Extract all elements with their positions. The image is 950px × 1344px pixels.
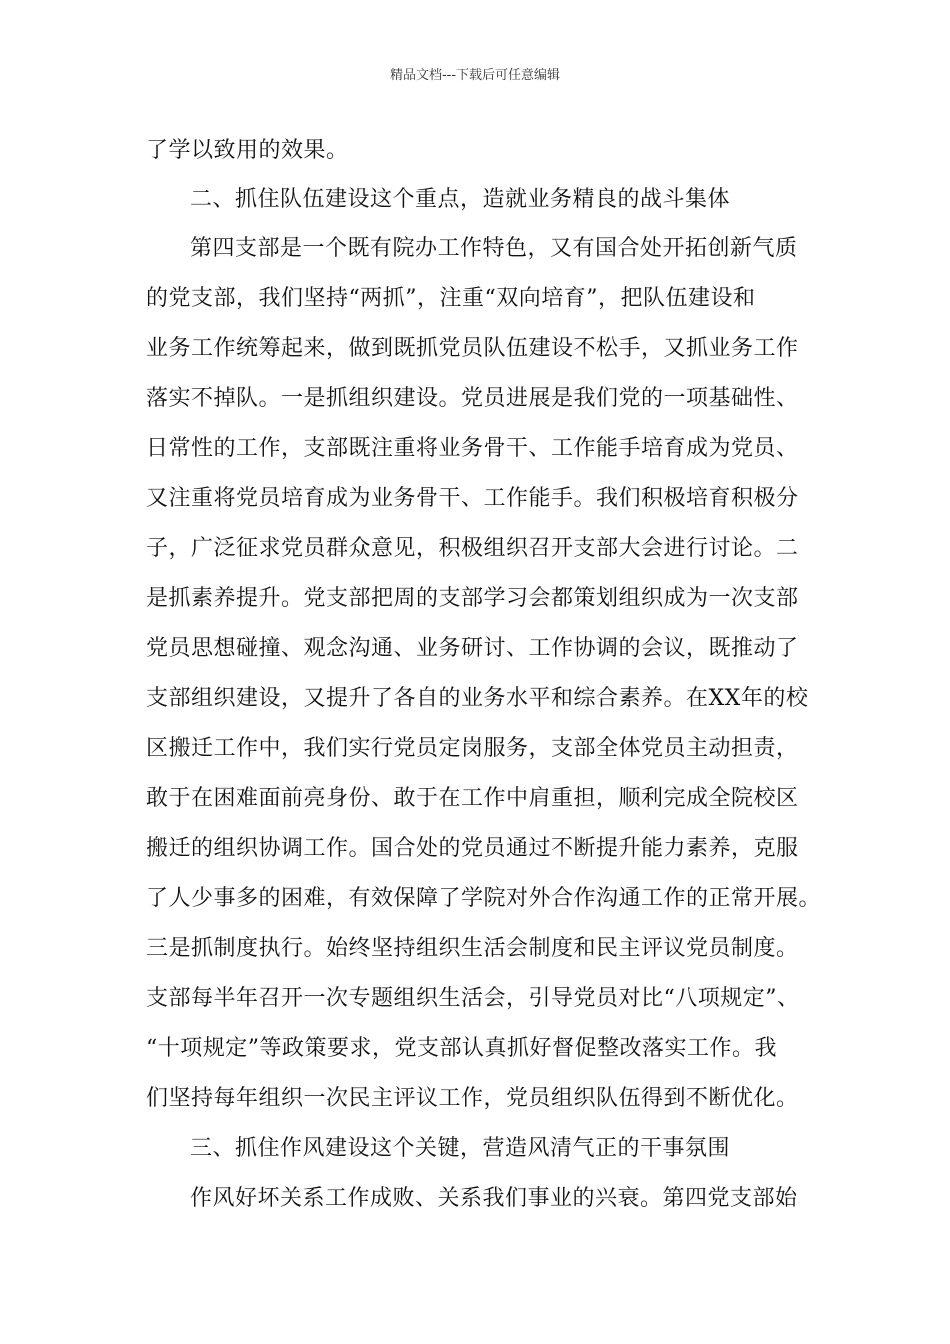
text-line: 支部组织建设，又提升了各自的业务水平和综合素养。在XX年的校 <box>146 686 809 711</box>
text-line: 作风好坏关系工作成败、关系我们事业的兴衰。第四党支部始 <box>190 1186 798 1211</box>
section-heading: 二、抓住队伍建设这个重点，造就业务精良的战斗集体 <box>190 187 731 212</box>
section-heading: 三、抓住作风建设这个关键，营造风清气正的干事氛围 <box>190 1136 731 1161</box>
text-line: 了人少事多的困难，有效保障了学院对外合作沟通工作的正常开展。 <box>146 886 822 911</box>
text-line: 落实不掉队。一是抓组织建设。党员进展是我们党的一项基础性、 <box>146 386 799 411</box>
text-line: 子，广泛征求党员群众意见，积极组织召开支部大会进行讨论。二 <box>146 536 799 561</box>
text-line: 业务工作统筹起来，做到既抓党员队伍建设不松手，又抓业务工作 <box>146 336 799 361</box>
text-line: 三是抓制度执行。始终坚持组织生活会制度和民主评议党员制度。 <box>146 936 799 961</box>
text-line: 们坚持每年组织一次民主评议工作，党员组织队伍得到不断优化。 <box>146 1086 799 1111</box>
text-line: 党员思想碰撞、观念沟通、业务研讨、工作协调的会议，既推动了 <box>146 636 799 661</box>
text-line: 搬迁的组织协调工作。国合处的党员通过不断提升能力素养，克服 <box>146 836 799 861</box>
text-line: 了学以致用的效果。 <box>146 138 349 163</box>
text-line: 区搬迁工作中，我们实行党员定岗服务，支部全体党员主动担责， <box>146 736 799 761</box>
text-line: “十项规定”等政策要求，党支部认真抓好督促整改落实工作。我 <box>146 1036 777 1061</box>
text-line: 是抓素养提升。党支部把周的支部学习会都策划组织成为一次支部 <box>146 586 799 611</box>
text-line: 日常性的工作，支部既注重将业务骨干、工作能手培育成为党员、 <box>146 436 799 461</box>
text-line: 第四支部是一个既有院办工作特色，又有国合处开拓创新气质 <box>190 236 798 261</box>
text-line: 敢于在困难面前亮身份、敢于在工作中肩重担，顺利完成全院校区 <box>146 786 799 811</box>
text-line: 又注重将党员培育成为业务骨干、工作能手。我们积极培育积极分 <box>146 486 799 511</box>
text-line: 的党支部，我们坚持“两抓”，注重“双向培育”，把队伍建设和 <box>146 286 756 311</box>
page-header: 精品文档---下载后可任意编辑 <box>389 68 561 83</box>
text-line: 支部每半年召开一次专题组织生活会，引导党员对比“八项规定”、 <box>146 986 800 1011</box>
